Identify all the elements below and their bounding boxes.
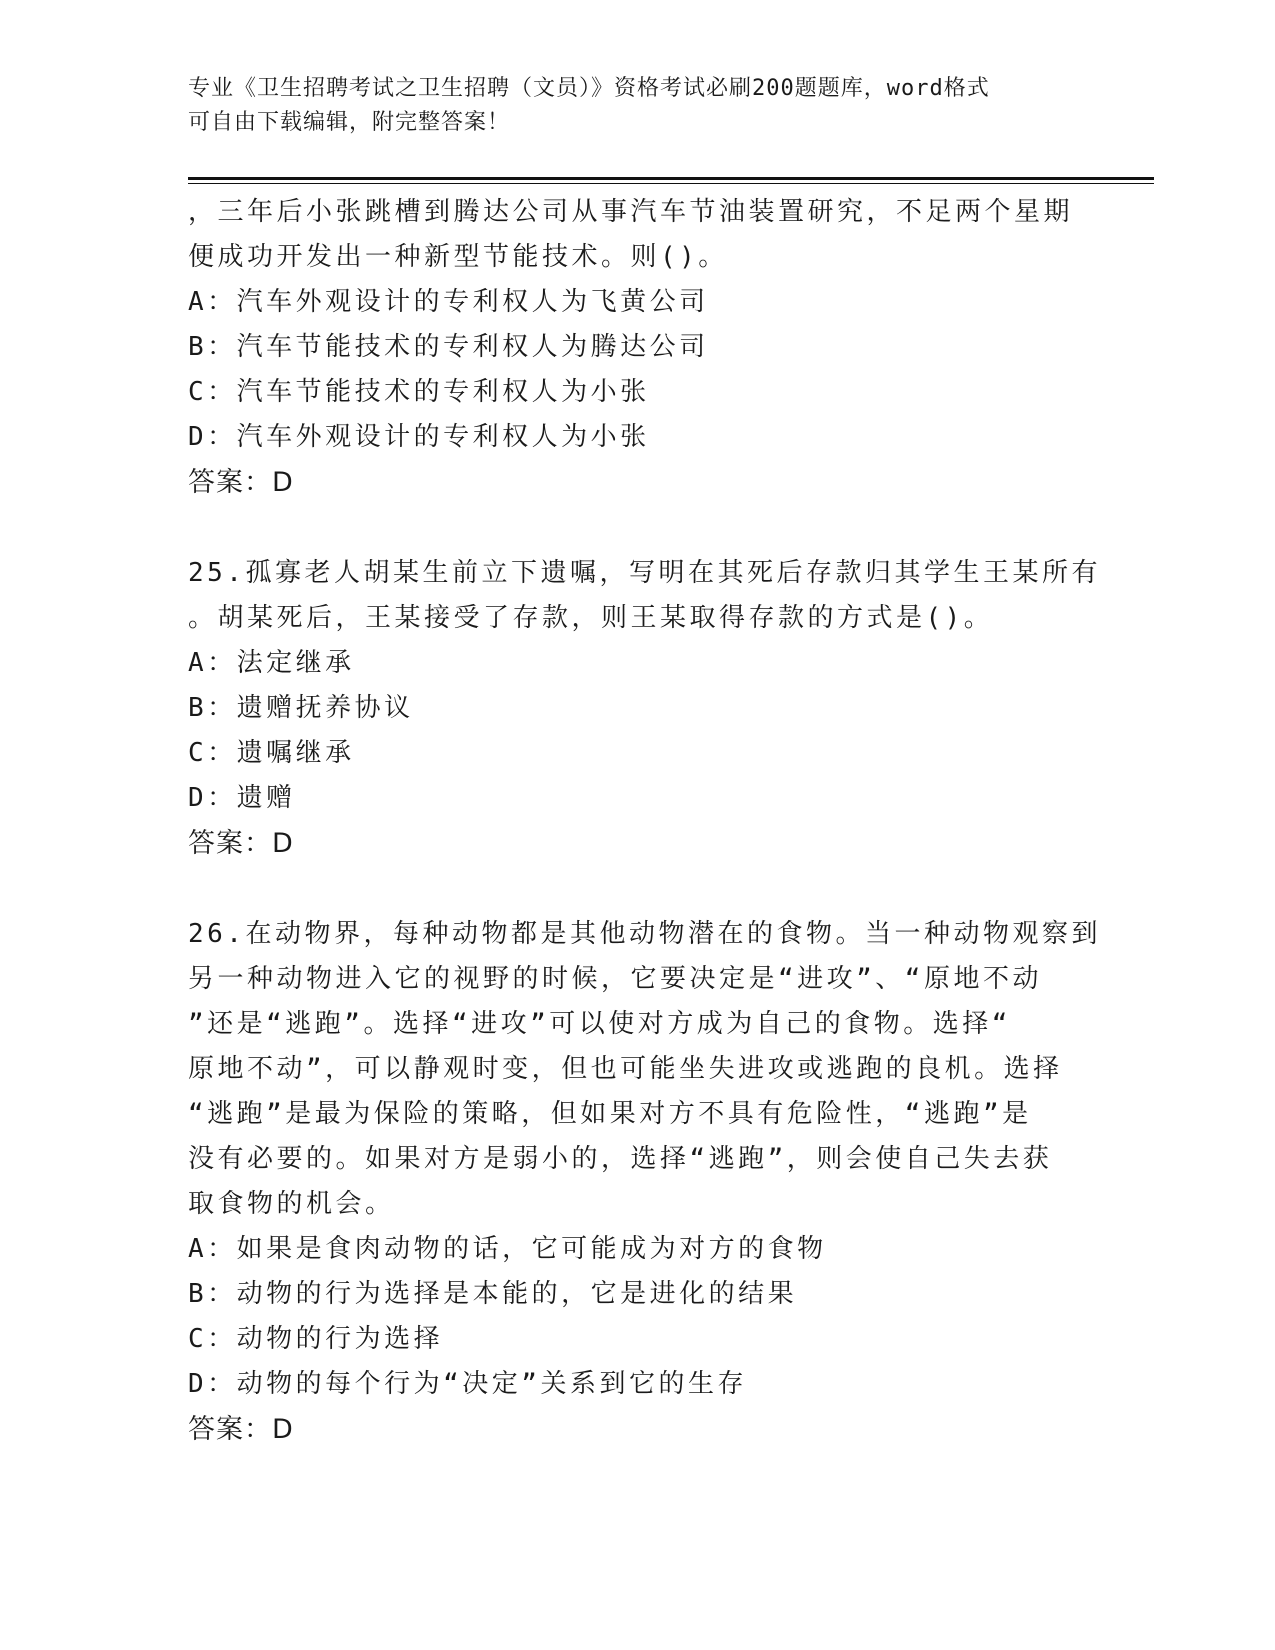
option-b: B：遗赠抚养协议: [188, 693, 414, 723]
option-a: A：汽车外观设计的专利权人为飞黄公司: [188, 287, 709, 317]
question-stem-line: 。胡某死后，王某接受了存款，则王某取得存款的方式是()。: [188, 603, 994, 633]
document-header: [188, 72, 1068, 140]
question-stem-line: 没有必要的。如果对方是弱小的，选择“逃跑”，则会使自己失去获: [188, 1144, 1053, 1174]
option-a: A：法定继承: [188, 648, 355, 678]
option-d: D：汽车外观设计的专利权人为小张: [188, 422, 650, 452]
question-24: [188, 190, 1088, 505]
question-spacer: [188, 505, 1088, 551]
question-stem-line: 便成功开发出一种新型节能技术。则()。: [188, 242, 728, 272]
header-title-line-1: 专业《卫生招聘考试之卫生招聘（文员）》资格考试必刷200题题库，word格式: [188, 76, 990, 101]
question-spacer: [188, 866, 1088, 912]
option-c: C：动物的行为选择: [188, 1324, 444, 1354]
header-title-line-2: 可自由下载编辑，附完整答案！: [188, 110, 511, 135]
question-stem-line: ”还是“逃跑”。选择“进攻”可以使对方成为自己的食物。选择“: [188, 1009, 1011, 1039]
option-a: A：如果是食肉动物的话，它可能成为对方的食物: [188, 1234, 827, 1264]
answer-line: 答案：D: [188, 1414, 294, 1445]
question-stem-line: 25.孤寡老人胡某生前立下遗嘱，写明在其死后存款归其学生王某所有: [188, 558, 1101, 588]
question-25: [188, 551, 1101, 866]
document-body: [188, 190, 1101, 1452]
answer-line: 答案：D: [188, 828, 294, 859]
question-stem-line: 取食物的机会。: [188, 1189, 395, 1219]
question-stem-line: ，三年后小张跳槽到腾达公司从事汽车节油装置研究，不足两个星期: [188, 197, 1074, 227]
option-d: D：遗赠: [188, 783, 296, 813]
option-d: D：动物的每个行为“决定”关系到它的生存: [188, 1369, 747, 1399]
option-c: C：汽车节能技术的专利权人为小张: [188, 377, 650, 407]
header-divider-thick: [188, 177, 1154, 180]
question-stem-line: 原地不动”，可以静观时变，但也可能坐失进攻或逃跑的良机。选择: [188, 1054, 1063, 1084]
answer-line: 答案：D: [188, 467, 294, 498]
question-26: [188, 912, 1101, 1452]
option-b: B：动物的行为选择是本能的，它是进化的结果: [188, 1279, 798, 1309]
option-b: B：汽车节能技术的专利权人为腾达公司: [188, 332, 709, 362]
question-stem-line: “逃跑”是最为保险的策略，但如果对方不具有危险性，“逃跑”是: [188, 1099, 1032, 1129]
question-stem-line: 另一种动物进入它的视野的时候，它要决定是“进攻”、“原地不动: [188, 964, 1042, 994]
header-divider-thin: [188, 183, 1154, 184]
option-c: C：遗嘱继承: [188, 738, 355, 768]
question-stem-line: 26.在动物界，每种动物都是其他动物潜在的食物。当一种动物观察到: [188, 919, 1101, 949]
